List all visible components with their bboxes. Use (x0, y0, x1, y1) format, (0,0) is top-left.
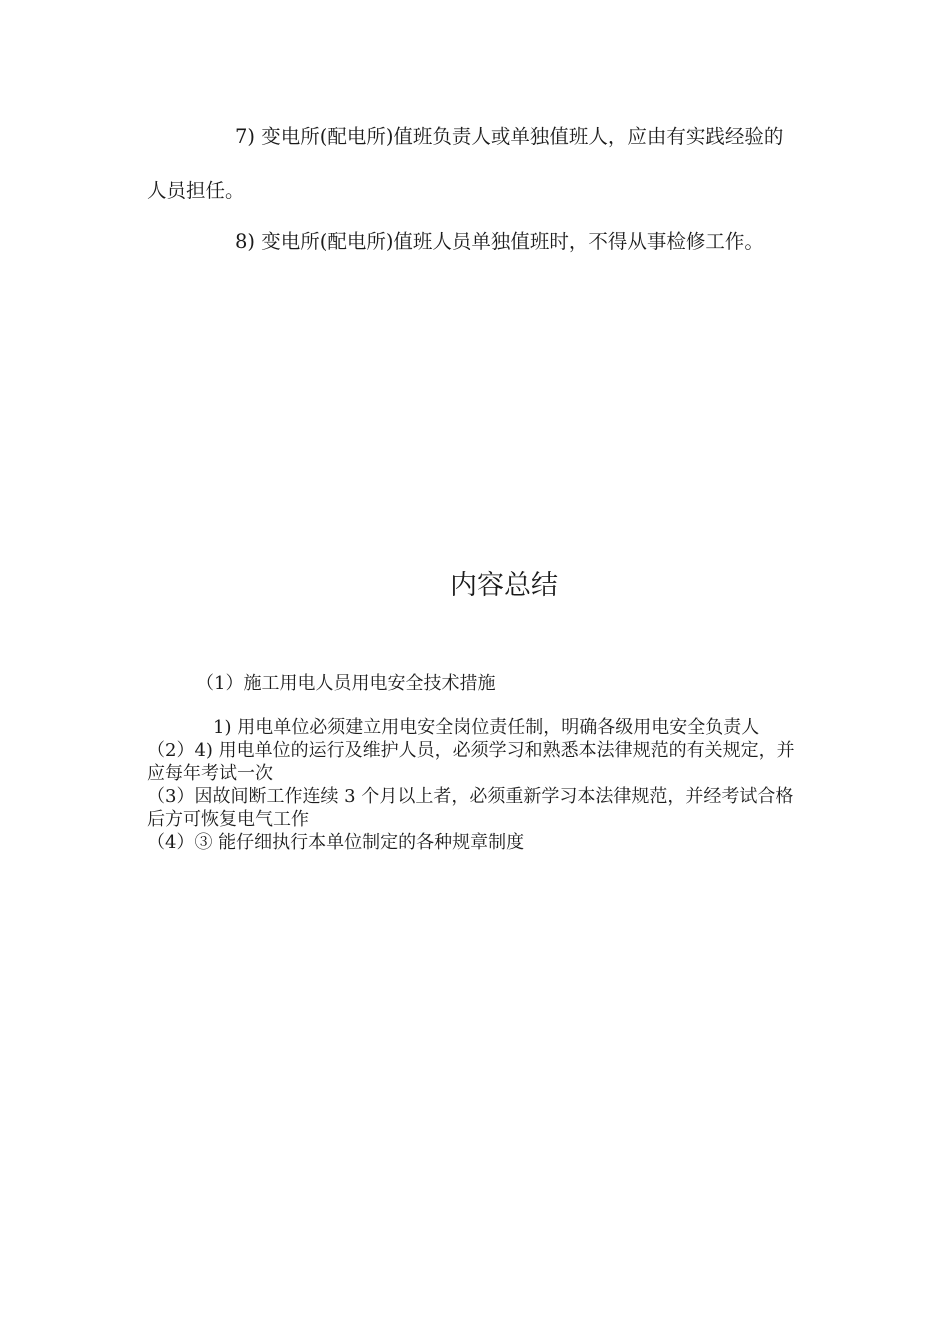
summary-heading: （1）施工用电人员用电安全技术措施 (196, 673, 496, 694)
summary-title: 内容总结 (450, 570, 558, 601)
summary-line: 1) 用电单位必须建立用电安全岗位责任制，明确各级用电安全负责人 (213, 717, 760, 738)
summary-line: （4）③ 能仔细执行本单位制定的各种规章制度 (147, 832, 525, 853)
body-item-7: 7) 变电所(配电所)值班负责人或单独值班人，应由有实践经验的人员担任。 (147, 125, 784, 202)
summary-line: （2）4) 用电单位的运行及维护人员，必须学习和熟悉本法律规范的有关规定，并应每年考试一次 (147, 740, 795, 784)
summary-line: （3）因故间断工作连续 3 个月以上者，必须重新学习本法律规范，并经考试合格后方可恢复电气工作 (147, 786, 794, 830)
body-item-8: 8) 变电所(配电所)值班人员单独值班时，不得从事检修工作。 (235, 230, 764, 253)
summary-list (147, 716, 807, 854)
